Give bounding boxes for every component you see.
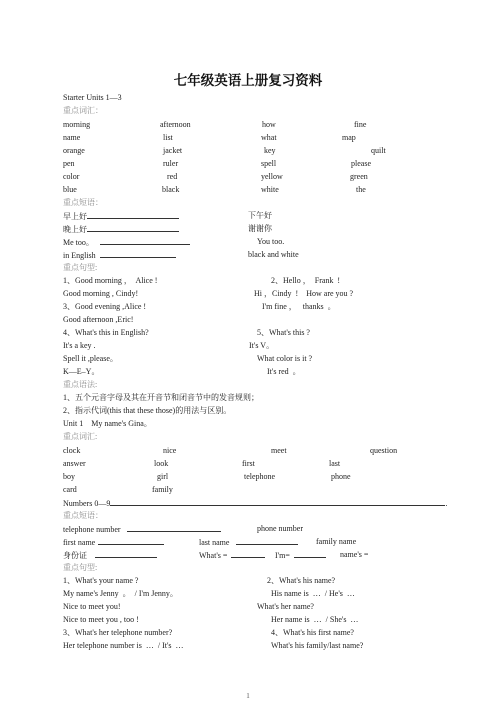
vocab-word: color xyxy=(63,172,80,181)
unit1-sentence-heading: 重点句型: xyxy=(63,563,98,572)
phrase-text: last name xyxy=(199,538,230,547)
answer-blank xyxy=(110,498,445,506)
sentence: His name is … / He's … xyxy=(271,589,355,598)
sentence: It's red 。 xyxy=(267,367,301,376)
sentence: I'm fine ， thanks 。 xyxy=(262,302,336,311)
phrase-item xyxy=(275,550,326,560)
answer-blank xyxy=(294,550,326,558)
vocab-word: nice xyxy=(163,446,177,455)
grammar-point: 2、指示代词(this that these those)的用法与区别。 xyxy=(63,406,232,415)
phrase-item: phone number xyxy=(257,524,303,533)
unit1-phrase-heading: 重点短语： xyxy=(63,511,103,520)
phrase-text: telephone number xyxy=(63,525,121,534)
vocab-word: clock xyxy=(63,446,81,455)
answer-blank xyxy=(95,550,157,558)
phrase-item: name's = xyxy=(340,550,369,559)
phrase-item xyxy=(63,211,179,221)
phrase-item xyxy=(63,250,176,260)
vocab-word: what xyxy=(261,133,277,142)
sentence: Hi ，Cindy ! How are you ? xyxy=(254,289,354,298)
sentence: 3、What's her telephone number? xyxy=(63,628,173,637)
vocab-word: quilt xyxy=(371,146,386,155)
phrase-item: black and white xyxy=(248,250,299,259)
sentence: K—E–Y。 xyxy=(63,367,100,376)
sentence: What's her name? xyxy=(257,602,314,611)
sentence: Her telephone number is … / It's … xyxy=(63,641,184,650)
vocab-word: girl xyxy=(157,472,169,481)
sentence: 1、What's your name ? xyxy=(63,576,139,585)
answer-blank xyxy=(98,537,164,545)
sentence: Her name is … / She's … xyxy=(271,615,359,624)
answer-blank xyxy=(236,537,298,545)
sentence: Nice to meet you , too ! xyxy=(63,615,139,624)
vocab-word: green xyxy=(350,172,368,181)
vocab-word: list xyxy=(163,133,173,142)
starter-vocab-heading: 重点词汇： xyxy=(63,106,103,115)
vocab-word: answer xyxy=(63,459,86,468)
phrase-text: What's = xyxy=(199,551,228,560)
vocab-word: phone xyxy=(331,472,351,481)
sentence: 2、Hello ， Frank ! xyxy=(271,276,341,285)
vocab-word: card xyxy=(63,485,77,494)
phrase-text: 身份证 xyxy=(63,551,87,560)
numbers-label: Numbers 0—9 xyxy=(63,499,111,508)
unit1-vocab-heading: 重点词汇: xyxy=(63,432,98,441)
phrase-text: 晚上好 xyxy=(63,225,87,234)
phrase-text: Me too。 xyxy=(63,238,94,247)
sentence: My name's Jenny 。 / I'm Jenny。 xyxy=(63,589,178,598)
phrase-item xyxy=(63,537,164,547)
numbers-line: Numbers 0—9 . xyxy=(63,499,448,508)
vocab-word: look xyxy=(154,459,169,468)
sentence: 1、Good morning ， Alice ! xyxy=(63,276,158,285)
answer-blank xyxy=(87,224,179,232)
vocab-word: first xyxy=(242,459,255,468)
phrase-item xyxy=(63,224,179,234)
vocab-word: key xyxy=(264,146,276,155)
answer-blank xyxy=(100,237,190,245)
vocab-word: orange xyxy=(63,146,85,155)
vocab-word: jacket xyxy=(163,146,183,155)
vocab-word: spell xyxy=(261,159,277,168)
sentence: It's a key . xyxy=(63,341,96,350)
vocab-word: white xyxy=(261,185,279,194)
phrase-item: family name xyxy=(316,537,357,546)
phrase-item: 下午好 xyxy=(248,211,272,220)
vocab-word: black xyxy=(162,185,180,194)
sentence: What color is it ? xyxy=(257,354,313,363)
answer-blank xyxy=(231,550,265,558)
vocab-word: afternoon xyxy=(160,120,191,129)
unit1-heading: Unit 1 My name's Gina。 xyxy=(63,419,152,428)
vocab-word: map xyxy=(342,133,356,142)
vocab-word: fine xyxy=(354,120,367,129)
vocab-word: yellow xyxy=(261,172,283,181)
answer-blank xyxy=(100,250,176,258)
vocab-word: question xyxy=(370,446,398,455)
phrase-text: in English xyxy=(63,251,96,260)
phrase-text: 早上好 xyxy=(63,212,87,221)
phrase-text: first name xyxy=(63,538,96,547)
vocab-word: last xyxy=(329,459,341,468)
answer-blank xyxy=(127,524,221,532)
grammar-point: 1、五个元音字母及其在开音节和闭音节中的发音规则； xyxy=(63,393,259,402)
vocab-word: name xyxy=(63,133,81,142)
sentence: Good afternoon ,Eric! xyxy=(63,315,134,324)
answer-blank xyxy=(87,211,179,219)
sentence: It's V。 xyxy=(249,341,275,350)
page-number: 1 xyxy=(246,692,250,700)
document-title: 七年级英语上册复习资料 xyxy=(173,73,323,89)
phrase-item: You too. xyxy=(257,237,285,246)
vocab-word: blue xyxy=(63,185,77,194)
starter-grammar-heading: 重点语法: xyxy=(63,380,98,389)
phrase-item: 谢谢你 xyxy=(248,224,272,233)
vocab-word: morning xyxy=(63,120,91,129)
phrase-item xyxy=(63,550,157,560)
vocab-word: the xyxy=(356,185,366,194)
starter-heading: Starter Units 1—3 xyxy=(63,93,122,102)
sentence: 2、What's his name? xyxy=(267,576,336,585)
sentence: Good morning , Cindy! xyxy=(63,289,139,298)
starter-phrase-heading: 重点短语： xyxy=(63,198,103,207)
phrase-item xyxy=(63,524,221,534)
sentence: Nice to meet you! xyxy=(63,602,121,611)
sentence: What's his family/last name? xyxy=(271,641,364,650)
vocab-word: how xyxy=(262,120,276,129)
sentence: 4、What's his first name? xyxy=(271,628,354,637)
phrase-item xyxy=(63,237,190,247)
phrase-text: I'm= xyxy=(275,551,290,560)
phrase-item xyxy=(199,537,298,547)
vocab-word: pen xyxy=(63,159,75,168)
starter-sentence-heading: 重点句型: xyxy=(63,263,98,272)
vocab-word: ruler xyxy=(163,159,179,168)
sentence: 3、Good evening ,Alice ! xyxy=(63,302,147,311)
phrase-item xyxy=(199,550,265,560)
vocab-word: boy xyxy=(63,472,75,481)
sentence: 4、What's this in English? xyxy=(63,328,149,337)
vocab-word: please xyxy=(351,159,371,168)
sentence: Spell it ,please。 xyxy=(63,354,118,363)
vocab-word: red xyxy=(167,172,178,181)
vocab-word: telephone xyxy=(244,472,276,481)
sentence: 5、What's this ? xyxy=(257,328,310,337)
vocab-word: family xyxy=(152,485,173,494)
vocab-word: meet xyxy=(271,446,287,455)
